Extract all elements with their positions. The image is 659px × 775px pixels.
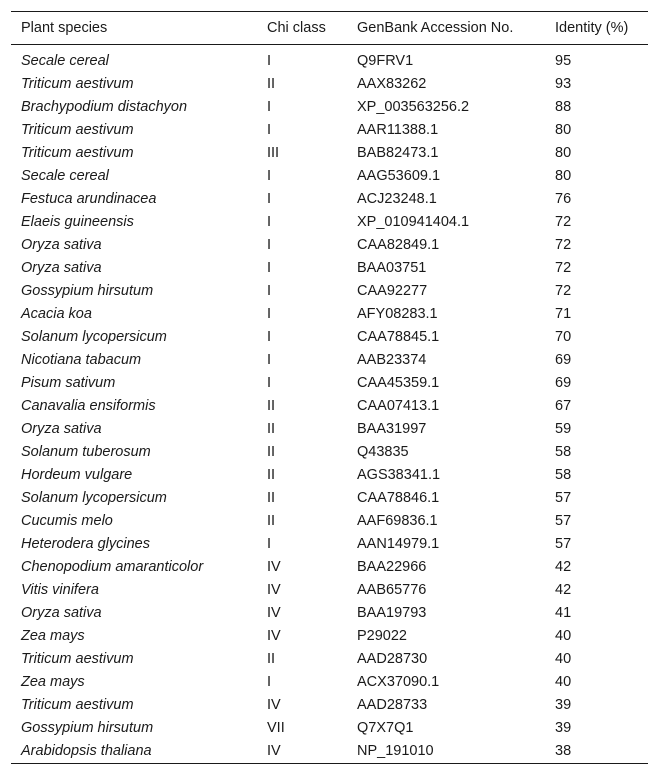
table-row bbox=[11, 188, 648, 211]
cell-genbank-accession: CAA07413.1 bbox=[357, 398, 440, 414]
cell-chi-class: II bbox=[267, 513, 276, 529]
cell-chi-class: I bbox=[267, 283, 272, 299]
cell-chi-class: IV bbox=[267, 743, 281, 759]
cell-plant-species: Triticum aestivum bbox=[21, 145, 134, 161]
table-row bbox=[11, 579, 648, 602]
cell-plant-species: Vitis vinifera bbox=[21, 582, 99, 598]
cell-genbank-accession: AAB23374 bbox=[357, 352, 427, 368]
table-row bbox=[11, 740, 648, 764]
table-row bbox=[11, 533, 648, 556]
table-row bbox=[11, 303, 648, 326]
cell-plant-species: Canavalia ensiformis bbox=[21, 398, 156, 414]
header-row bbox=[11, 12, 648, 45]
cell-genbank-accession: AAF69836.1 bbox=[357, 513, 438, 529]
cell-chi-class: I bbox=[267, 329, 272, 345]
cell-identity: 57 bbox=[555, 513, 572, 529]
cell-plant-species: Oryza sativa bbox=[21, 421, 102, 437]
cell-chi-class: I bbox=[267, 375, 272, 391]
cell-chi-class: IV bbox=[267, 582, 281, 598]
cell-plant-species: Oryza sativa bbox=[21, 605, 102, 621]
cell-chi-class: II bbox=[267, 76, 276, 92]
cell-chi-class: I bbox=[267, 168, 272, 184]
cell-genbank-accession: P29022 bbox=[357, 628, 407, 644]
cell-chi-class: I bbox=[267, 536, 272, 552]
cell-genbank-accession: BAA19793 bbox=[357, 605, 427, 621]
cell-genbank-accession: AAR11388.1 bbox=[357, 122, 439, 138]
table-row bbox=[11, 211, 648, 234]
table-row bbox=[11, 510, 648, 533]
cell-identity: 39 bbox=[555, 720, 572, 736]
cell-plant-species: Solanum lycopersicum bbox=[21, 490, 167, 506]
cell-plant-species: Triticum aestivum bbox=[21, 76, 134, 92]
cell-plant-species: Arabidopsis thaliana bbox=[21, 743, 152, 759]
cell-genbank-accession: CAA92277 bbox=[357, 283, 428, 299]
cell-genbank-accession: CAA78846.1 bbox=[357, 490, 440, 506]
cell-plant-species: Gossypium hirsutum bbox=[21, 283, 154, 299]
cell-chi-class: II bbox=[267, 421, 276, 437]
cell-genbank-accession: CAA78845.1 bbox=[357, 329, 440, 345]
header-chi-class: Chi class bbox=[267, 20, 326, 36]
cell-chi-class: I bbox=[267, 260, 272, 276]
cell-identity: 58 bbox=[555, 467, 572, 483]
table-row bbox=[11, 487, 648, 510]
cell-chi-class: I bbox=[267, 306, 272, 322]
cell-plant-species: Hordeum vulgare bbox=[21, 467, 133, 483]
cell-plant-species: Chenopodium amaranticolor bbox=[21, 559, 204, 575]
cell-plant-species: Triticum aestivum bbox=[21, 122, 134, 138]
cell-chi-class: I bbox=[267, 53, 272, 69]
cell-chi-class: III bbox=[267, 145, 280, 161]
cell-chi-class: I bbox=[267, 122, 272, 138]
table-row bbox=[11, 119, 648, 142]
header-plant-species: Plant species bbox=[21, 20, 108, 36]
cell-identity: 59 bbox=[555, 421, 572, 437]
cell-plant-species: Heterodera glycines bbox=[21, 536, 150, 552]
cell-genbank-accession: AAG53609.1 bbox=[357, 168, 441, 184]
cell-identity: 40 bbox=[555, 628, 572, 644]
table-row bbox=[11, 441, 648, 464]
table-body bbox=[11, 45, 648, 764]
cell-identity: 58 bbox=[555, 444, 572, 460]
cell-genbank-accession: ACX37090.1 bbox=[357, 674, 440, 690]
header-identity: Identity (%) bbox=[555, 20, 629, 36]
cell-genbank-accession: AAN14979.1 bbox=[357, 536, 440, 552]
cell-plant-species: Festuca arundinacea bbox=[21, 191, 157, 207]
table-row bbox=[11, 96, 648, 119]
cell-identity: 70 bbox=[555, 329, 572, 345]
cell-identity: 93 bbox=[555, 76, 572, 92]
table-row bbox=[11, 372, 648, 395]
cell-genbank-accession: ACJ23248.1 bbox=[357, 191, 437, 207]
cell-plant-species: Solanum tuberosum bbox=[21, 444, 151, 460]
cell-identity: 72 bbox=[555, 214, 572, 230]
cell-chi-class: II bbox=[267, 651, 276, 667]
cell-chi-class: IV bbox=[267, 697, 281, 713]
cell-genbank-accession: Q43835 bbox=[357, 444, 409, 460]
table-row bbox=[11, 556, 648, 579]
table-row bbox=[11, 717, 648, 740]
cell-plant-species: Secale cereal bbox=[21, 53, 109, 69]
cell-plant-species: Acacia koa bbox=[21, 306, 92, 322]
cell-plant-species: Oryza sativa bbox=[21, 260, 102, 276]
cell-chi-class: I bbox=[267, 191, 272, 207]
cell-identity: 40 bbox=[555, 674, 572, 690]
cell-identity: 42 bbox=[555, 582, 572, 598]
table-row bbox=[11, 257, 648, 280]
table-row bbox=[11, 349, 648, 372]
cell-identity: 67 bbox=[555, 398, 572, 414]
cell-chi-class: I bbox=[267, 99, 272, 115]
table-row bbox=[11, 280, 648, 303]
cell-identity: 57 bbox=[555, 536, 572, 552]
cell-identity: 40 bbox=[555, 651, 572, 667]
cell-genbank-accession: Q9FRV1 bbox=[357, 53, 414, 69]
table-row bbox=[11, 395, 648, 418]
cell-genbank-accession: BAA31997 bbox=[357, 421, 427, 437]
table-row bbox=[11, 671, 648, 694]
cell-identity: 69 bbox=[555, 375, 572, 391]
cell-chi-class: II bbox=[267, 490, 276, 506]
table-row bbox=[11, 73, 648, 96]
cell-identity: 80 bbox=[555, 145, 572, 161]
cell-identity: 80 bbox=[555, 122, 572, 138]
cell-plant-species: Zea mays bbox=[21, 628, 85, 644]
table-row bbox=[11, 694, 648, 717]
cell-chi-class: II bbox=[267, 398, 276, 414]
cell-genbank-accession: AGS38341.1 bbox=[357, 467, 441, 483]
header-genbank-accession: GenBank Accession No. bbox=[357, 20, 514, 36]
cell-chi-class: I bbox=[267, 237, 272, 253]
cell-genbank-accession: CAA45359.1 bbox=[357, 375, 440, 391]
cell-genbank-accession: AAD28730 bbox=[357, 651, 428, 667]
table-row bbox=[11, 625, 648, 648]
cell-chi-class: I bbox=[267, 674, 272, 690]
chitinase-identity-table-container bbox=[11, 11, 648, 764]
table-row bbox=[11, 45, 648, 74]
cell-plant-species: Brachypodium distachyon bbox=[21, 99, 188, 115]
cell-chi-class: IV bbox=[267, 605, 281, 621]
cell-identity: 71 bbox=[555, 306, 572, 322]
cell-genbank-accession: XP_003563256.2 bbox=[357, 99, 470, 115]
table-row bbox=[11, 602, 648, 625]
cell-genbank-accession: BAA03751 bbox=[357, 260, 427, 276]
cell-plant-species: Solanum lycopersicum bbox=[21, 329, 167, 345]
cell-identity: 69 bbox=[555, 352, 572, 368]
cell-plant-species: Nicotiana tabacum bbox=[21, 352, 142, 368]
cell-identity: 72 bbox=[555, 283, 572, 299]
cell-identity: 39 bbox=[555, 697, 572, 713]
cell-genbank-accession: AAX83262 bbox=[357, 76, 427, 92]
cell-chi-class: II bbox=[267, 444, 276, 460]
chitinase-identity-table bbox=[11, 11, 648, 764]
cell-genbank-accession: CAA82849.1 bbox=[357, 237, 440, 253]
cell-genbank-accession: XP_010941404.1 bbox=[357, 214, 470, 230]
table-row bbox=[11, 165, 648, 188]
cell-chi-class: I bbox=[267, 214, 272, 230]
cell-identity: 80 bbox=[555, 168, 572, 184]
table-row bbox=[11, 142, 648, 165]
cell-genbank-accession: BAA22966 bbox=[357, 559, 427, 575]
cell-genbank-accession: AFY08283.1 bbox=[357, 306, 438, 322]
cell-identity: 76 bbox=[555, 191, 572, 207]
cell-identity: 41 bbox=[555, 605, 572, 621]
cell-plant-species: Zea mays bbox=[21, 674, 85, 690]
table-row bbox=[11, 418, 648, 441]
cell-chi-class: IV bbox=[267, 559, 281, 575]
table-row bbox=[11, 234, 648, 257]
table-row bbox=[11, 326, 648, 349]
cell-chi-class: VII bbox=[267, 720, 285, 736]
cell-identity: 38 bbox=[555, 743, 572, 759]
cell-identity: 88 bbox=[555, 99, 572, 115]
cell-identity: 57 bbox=[555, 490, 572, 506]
table-header bbox=[11, 12, 648, 45]
cell-plant-species: Pisum sativum bbox=[21, 375, 116, 391]
cell-plant-species: Gossypium hirsutum bbox=[21, 720, 154, 736]
cell-plant-species: Secale cereal bbox=[21, 168, 109, 184]
cell-genbank-accession: AAB65776 bbox=[357, 582, 427, 598]
cell-identity: 72 bbox=[555, 237, 572, 253]
cell-chi-class: I bbox=[267, 352, 272, 368]
cell-chi-class: IV bbox=[267, 628, 281, 644]
cell-plant-species: Cucumis melo bbox=[21, 513, 113, 529]
cell-genbank-accession: Q7X7Q1 bbox=[357, 720, 414, 736]
cell-identity: 95 bbox=[555, 53, 572, 69]
table-row bbox=[11, 648, 648, 671]
cell-plant-species: Triticum aestivum bbox=[21, 651, 134, 667]
cell-genbank-accession: AAD28733 bbox=[357, 697, 428, 713]
cell-identity: 42 bbox=[555, 559, 572, 575]
cell-genbank-accession: BAB82473.1 bbox=[357, 145, 439, 161]
cell-plant-species: Elaeis guineensis bbox=[21, 214, 134, 230]
table-row bbox=[11, 464, 648, 487]
cell-genbank-accession: NP_191010 bbox=[357, 743, 434, 759]
cell-identity: 72 bbox=[555, 260, 572, 276]
cell-chi-class: II bbox=[267, 467, 276, 483]
cell-plant-species: Triticum aestivum bbox=[21, 697, 134, 713]
cell-plant-species: Oryza sativa bbox=[21, 237, 102, 253]
